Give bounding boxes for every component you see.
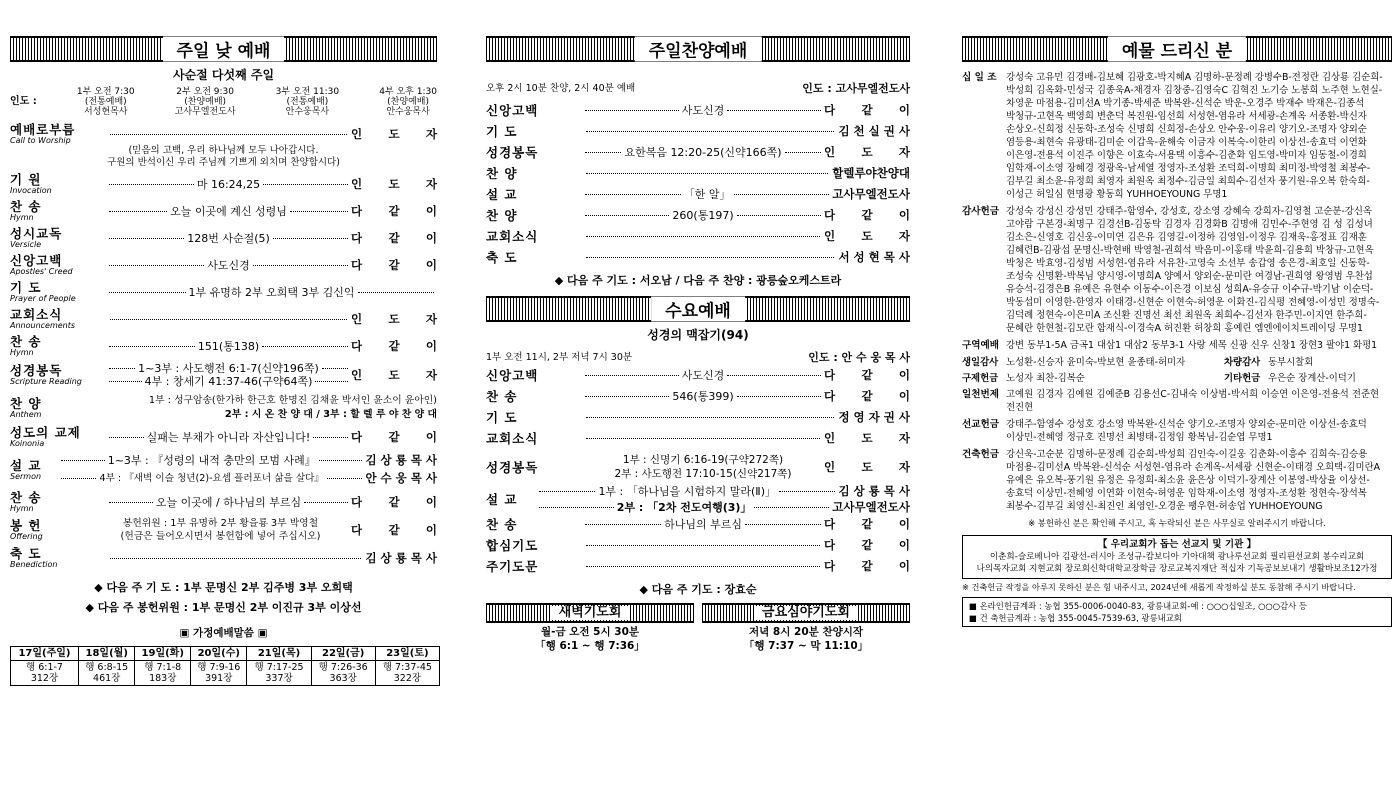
offering-list-header	[962, 36, 1392, 62]
order-item: 축 도 서 성 현 목 사	[486, 250, 910, 265]
lent-subtitle: 사순절 다섯째 주일	[172, 68, 275, 82]
day-header: 23일(토)	[375, 647, 439, 661]
praise-time: 오후 2시 10분 찬양, 2시 40분 예배	[486, 83, 636, 94]
wed-worship-header	[486, 296, 910, 322]
service-time-4: 4부 오후 1:30 (찬양예배) 안수웅목사	[379, 87, 437, 117]
service-times	[10, 87, 437, 117]
order-item: 합심기도 다 같 이	[486, 538, 910, 553]
day-header: 19일(화)	[135, 647, 191, 661]
order-item: 설 교 「한 알」 고사무엘전도사	[486, 187, 910, 202]
wed-subtitle: 성경의 맥잡기(94)	[647, 328, 749, 342]
praise-next-week: ◆ 다음 주 기도 : 서오남 / 다음 주 찬양 : 광릉숲오케스트라	[554, 274, 842, 287]
order-item: 기 도 정 영 자 권 사	[486, 410, 910, 425]
call-note-1: (믿음의 고백, 우리 하나님께 모두 나아갑시다.	[128, 145, 319, 156]
order-item: 교회소식 인 도 자	[486, 229, 910, 244]
day-reading: 행 6:1-7 312장	[11, 661, 79, 686]
order-item: 찬 송 546(통399) 다 같 이	[486, 389, 910, 404]
praise-worship-column	[486, 36, 910, 653]
service-time-2: 2부 오전 9:30 (찬양예배) 고사무엘전도사	[174, 87, 236, 117]
anthem-item: 찬 양 Anthem 1부 : 성구암송(한가하 한근호 한명진 김채윤 박서인 윤소이 윤아인) 2부 : 시 온 찬 양 대 / 3부 : 할 렐 루 야 찬 양 대	[10, 395, 437, 420]
koinonia-item: 성도의 교제 Koinonia 실패는 부채가 아니라 자산입니다! 다 같 이	[10, 425, 437, 448]
day-reading: 행 7:37-45 322장	[375, 661, 439, 686]
wed-leader: 인도 : 안 수 웅 목 사	[808, 351, 910, 364]
offering-list-column	[962, 36, 1392, 627]
sermon-item: 설 교 Sermon 1~3부 : 『성령의 내적 충만의 모범 사례』 김 상 룡 목 사 4부 : 『새벽 이슬 청년(2)-요셉 플러포너 삶을 살다』 안 수 웅 목 사	[10, 453, 437, 485]
offering-pair: 생일감사 노성환-신승자 윤미숙-박보현 윤종태-허미자 차량감사 동부시찰회	[962, 357, 1314, 368]
order-item: 찬 양 260(통197) 다 같 이	[486, 208, 910, 223]
offering-group: 감사헌금 강성숙 강성신 강성민 강태주-함영수, 강성호, 강소영 강혜숙 강희자-김영철 고순분-강신옥 고야람 구본경-최명구 김경선B-김동탁 김경자 김경화B 김명애 김민수-주현영 김 성 김성녀 김소은-신영호 김신웅-이미연 김은유 김영길-이정하 김영임-이정우 김재욱-홍정표 김재훈 김혜련B-김광섭 문명신-박현배 박영철-권희석 박음미-이홍태 박윤희-김용희 박창규-고현옥 박청은 박효영-김성범 서성현-염유라 서유찬-고영숙 소선부 송갑영 송은경-최호일 신동학-조성숙 신명환-박복님 양시영-이명희A 양예서 양외순-문미란 여경남-권희영 왕영범 우찬섭 유승석-김경은B 유예은 유현수 이동수-이은경 이보심 성희A-유승규 이수규-박기남 이순덕-박동섭미 이영한-한영자 이태경-신현순 이현숙-허영운 이화진-김식평 전혜영-이성민 정명숙-김덕례 정현숙-이은미A 조신환 진명선 최선 최원옥 최희수-김선자 한주민-이지연 한주희-문혜란 한현철-김모란 함재식-이경숙A 허진환 허창희 홍예린 엠엔에이치트레이딩 무명1	[962, 206, 1380, 334]
order-item: 교회소식 Announcements 인 도 자	[10, 307, 437, 330]
day-reading: 행 7:1-8 183장	[135, 661, 191, 686]
day-reading: 행 6:8-15 461장	[79, 661, 135, 686]
day-header: 21일(목)	[247, 647, 311, 661]
mission-box: 【 우리교회가 돕는 선교지 및 기관 】 이춘희-슬로베니아 김광선-러시아 조성규-캄보디아 기아대책 광나루선교회 필리핀선교회 봉수리교회 나의목자교회 지현교회 장로회신학대학교장학금 장로교복지재단 적십자 기독공보보내기 생활바보조12가정	[962, 535, 1392, 579]
praise-time-row	[486, 80, 910, 96]
order-item: 성시교독 Versicle 128번 사순절(5) 다 같 이	[10, 226, 437, 249]
order-item: 주기도문 다 같 이	[486, 559, 910, 574]
dawn-prayer: 새벽기도회 월-금 오전 5시 30분 「행 6:1 ~ 행 7:36」	[486, 603, 694, 653]
order-item: 신앙고백 사도신경 다 같 이	[486, 103, 910, 118]
order-item: 성경봉독 요한복음 12:20-25(신약166쪽) 인 도 자	[486, 145, 910, 160]
scripture-item: 성경봉독 Scripture Reading 1~3부 : 사도행전 6:1-7(신약196쪽) 4부 : 창세기 41:37-46(구약64쪽) 인 도 자	[10, 362, 437, 388]
offering-group: 일천번제 고예원 김경자 김예원 김예준B 김용선C-김내숙 이상범-박서희 이승연 이은영-전용석 전준현 전진현	[962, 389, 1379, 413]
next-week-offering: ◆ 다음 주 봉헌위원 : 1부 문명신 2부 이진규 3부 이상선	[85, 601, 362, 614]
offering-list-title: 예물 드리신 분	[1108, 37, 1246, 62]
order-item: 찬 송 Hymn 151(통138) 다 같 이	[10, 334, 437, 357]
offering-group: 선교헌금 강태주-함영수 강성호 강소영 박복완-신석순 양기오-조명자 양외순-문미란 이상선-송효덕 이상민-전혜영 정규호 진명선 최병태-김정임 황복님-김순엽 무명1	[962, 419, 1367, 443]
account-box: ■ 온라인헌금계좌 : 농협 355-0006-0040-83, 광릉내교회-예 : ○○○십일조, ○○○감사 등 ■ 건 축헌금계좌 : 농협 355-0045-7539-63, 광릉내교회	[962, 597, 1392, 627]
next-week-prayer: ◆ 다음 주 기 도 : 1부 문명신 2부 김주병 3부 오희택	[94, 581, 353, 594]
building-note: ※ 건축헌금 작정을 아루지 못하신 분은 힘 내주시고, 2024년에 새롭게 작정하실 분도 동참해 주시기 바랍니다.	[962, 582, 1356, 592]
offering-group: 건축헌금 강신욱-고순분 김명하-문정례 김순희-박성희 김인숙-이길웅 김춘화-이흥수 김희숙-김승용 마점용-김미선A 박복완-신석순 서성현-염유라 손계옥-서세광 신현순-이태경 오희택-김미란A 유예은 유오복-풍기원 유정은 유정희-최소윤 윤은상 이덕기-장계산 이봉영-박상율 이상선-송효덕 이상민-전혜영 이연화 이현숙-허영운 임학재-이소영 정영자-조성환 정현숙-장석복 최봉수-김부길 최영신-최진인 최영인-오경운 팽우현-허송업 YUHHOEYOUNG	[962, 449, 1381, 512]
wed-next-week: ◆ 다음 주 기도 : 장효순	[639, 583, 757, 596]
order-right: 인 도 자	[351, 126, 437, 141]
order-item: 기 원 Invocation 마 16:24,25 인 도 자	[10, 172, 437, 195]
offering-pair: 구제헌금 노성자 최찬-김복순 기타헌금 우은순 장계산-이덕기	[962, 373, 1356, 384]
order-item: 기 도 Prayer of People 1부 유명하 2부 오희택 3부 김신익	[10, 281, 437, 303]
prayer-meetings	[486, 603, 910, 653]
day-reading: 행 7:9-16 391장	[191, 661, 247, 686]
order-item: 찬 송 하나님의 부르심 다 같 이	[486, 517, 910, 532]
family-worship-table	[10, 646, 440, 686]
order-item: 찬 송 Hymn 오늘 이곳에 계신 성령님 다 같 이	[10, 199, 437, 222]
order-item: 예배로부름 Call to Worship 인 도 자	[10, 122, 437, 145]
day-reading: 행 7:26-36 363장	[311, 661, 375, 686]
family-worship-title: ▣ 가정예배말씀 ▣	[179, 627, 268, 639]
order-item: 찬 양 할렐루야찬양대	[486, 166, 910, 181]
order-item: 신앙고백 사도신경 다 같 이	[486, 368, 910, 383]
praise-worship-header	[486, 36, 910, 62]
wed-time: 1부 오전 11시, 2부 저녁 7시 30분	[486, 352, 633, 363]
day-header: 18일(월)	[79, 647, 135, 661]
wed-sermon: 설 교 1부 : 「하나님을 시험하지 말라(Ⅱ)」 김 상 룡 목 사 2부 : 「2차 전도여행(3)」 고사무엘전도사	[486, 484, 910, 514]
order-item: 교회소식 인 도 자	[486, 431, 910, 446]
call-note-2: 구원의 반석이신 우리 주님께 기쁘게 외치며 찬양합시다)	[107, 157, 340, 168]
offering-item: 봉 헌 Offering 봉헌위원 : 1부 유명하 2부 황을룡 3부 박영철 (헌금은 들어오시면서 봉헌함에 넣어 주십시오) 다 같 이	[10, 518, 437, 542]
order-item: 신앙고백 Apostles' Creed 사도신경 다 같 이	[10, 253, 437, 276]
hymn2-item: 찬 송 Hymn 오늘 이곳에 / 하나님의 부르심 다 같 이	[10, 490, 437, 513]
sunday-worship-column	[10, 36, 437, 686]
sunday-worship-header	[10, 36, 437, 62]
friday-prayer: 금요심야기도회 저녁 8시 20분 찬양시작 「행 7:37 ~ 막 11:10」	[702, 603, 910, 653]
day-header: 22일(금)	[311, 647, 375, 661]
report-note: ※ 봉헌하신 분은 확인해 주시고, 혹 누락되신 분은 사무실로 알려주시기 바랍니다.	[1028, 518, 1326, 528]
service-time-3: 3부 오전 11:30 (전통예배) 안수웅목사	[275, 87, 340, 117]
offering-group: 십 일 조 강성숙 고유민 김경배-김보혜 김광호-박지혜A 김명하-문정례 강병수B-전정란 김상룡 김순희-박성희 김옥화-민성국 김종욱A-채경자 김창중-김영숙C 김혁진 노기승 노봉희 노주현 노현실-차영운 마점용-김미선A 박기종-박세준 박복완-신석순 박운-오경주 박재수 박재은-김종석 박청규-고현옥 백영희 변춘덕 복진원-임선희 서성현-염유라 서세광-손계옥 서종환-박신자 손상오-신희정 신동학-조성숙 신명희 신희정-손상오 안수웅-이유리 양기오-조명자 양외순 염등용-최현숙 유광태-김미순 이갑욱-윤해숙 이금자 이복숙-이한리 이상선-송효덕 이연화 이은영-전용석 이진주 이향은 이효숙-서용택 이흥수-김춘화 임도영-박미자 임동철-이경희 임학재-이소영 장혜경 정광옥-남세열 정영자-조성환 조덕희-이명희 최미정-박영철 최봉수-김부길 최소윤-유정희 최영자 최원옥 최정수-김금일 최희수-김선자 풍기원-유오복 한숙희-이성근 허일심 현명광 황동희 YUHHOEYOUNG 무명1	[962, 72, 1383, 200]
day-header: 17일(주일)	[11, 647, 79, 661]
wed-worship-title: 수요예배	[651, 297, 745, 322]
praise-leader: 인도 : 고사무엘전도사	[802, 82, 910, 95]
wed-time-row	[486, 349, 910, 365]
benediction-item: 축 도 Benediction 김 상 룡 목 사	[10, 546, 437, 569]
wed-scripture: 성경봉독 1부 : 신명기 6:16-19(구약272쪽) 2부 : 사도행전 17:10-15(신약217쪽) 인 도 자	[486, 454, 910, 480]
offering-group: 구역예배 강변 동부1-5A 금곡1 대삼1 대삼2 동부3-1 사랑 세목 신광 신우 신창1 장현3 팔야1 화평1	[962, 340, 1378, 351]
leader-label: 인도 :	[10, 96, 37, 107]
order-item: 기 도 김 천 실 권 사	[486, 124, 910, 139]
day-header: 20일(수)	[191, 647, 247, 661]
praise-worship-title: 주일찬양예배	[635, 37, 762, 62]
sunday-worship-title: 주일 낮 예배	[163, 37, 285, 62]
day-reading: 행 7:17-25 337장	[247, 661, 311, 686]
service-time-1: 1부 오전 7:30 (전통예배) 서성현목사	[76, 87, 135, 117]
